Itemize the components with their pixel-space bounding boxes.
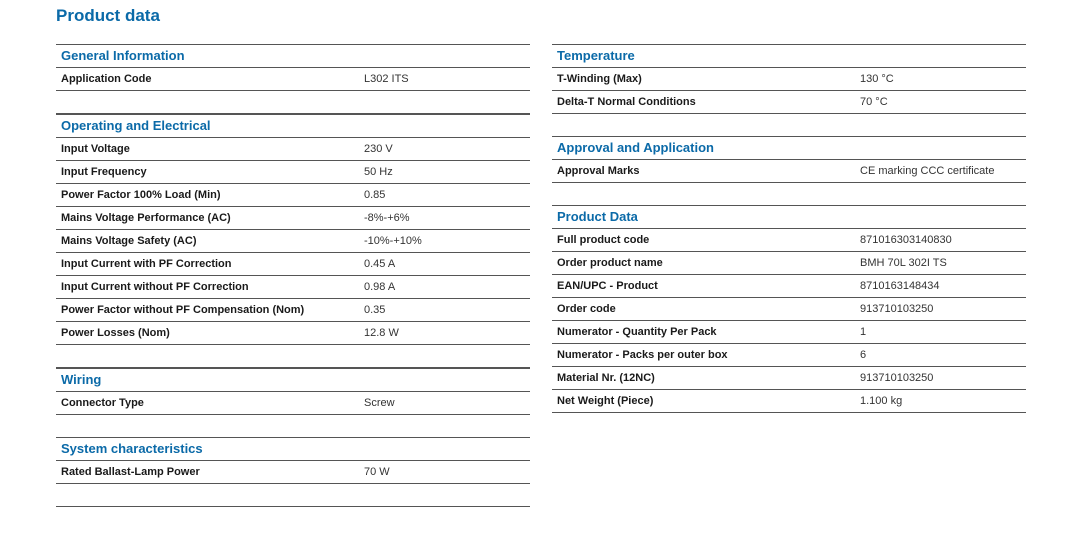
row-label: Approval Marks [557, 165, 640, 177]
row-label: Numerator - Packs per outer box [557, 349, 728, 361]
section-gap [552, 183, 1026, 205]
table-row [56, 392, 530, 415]
section-temperature [552, 44, 1026, 136]
row-value: -8%-+6% [364, 212, 410, 224]
row-value: BMH 70L 302I TS [860, 257, 947, 269]
row-label: Rated Ballast-Lamp Power [61, 466, 200, 478]
table-row [552, 91, 1026, 114]
row-value: 871016303140830 [860, 234, 952, 246]
section-title: System characteristics [56, 438, 530, 461]
empty-row [56, 484, 530, 507]
empty-row [56, 91, 530, 114]
row-label: Power Factor without PF Compensation (Nom) [61, 304, 305, 316]
row-value: 1.100 kg [860, 395, 903, 407]
row-label: Input Voltage [61, 143, 130, 155]
row-value: 70 W [364, 466, 390, 478]
table-row [552, 298, 1026, 321]
row-label: Connector Type [61, 397, 144, 409]
table-row [552, 252, 1026, 275]
section-approval-application [552, 136, 1026, 205]
table-row [56, 138, 530, 161]
row-label: Numerator - Quantity Per Pack [557, 326, 717, 338]
row-value: L302 ITS [364, 73, 409, 85]
row-value: 0.35 [364, 304, 386, 316]
row-value: 6 [860, 349, 867, 361]
table-row [56, 299, 530, 322]
row-value: CE marking CCC certificate [860, 165, 995, 177]
row-value: 0.85 [364, 189, 386, 201]
table-row [552, 229, 1026, 252]
row-value: 8710163148434 [860, 280, 940, 292]
section-title: Operating and Electrical [56, 115, 530, 138]
table-row [552, 160, 1026, 183]
table-row [552, 344, 1026, 367]
row-label: Full product code [557, 234, 650, 246]
right-column [552, 44, 1026, 413]
table-row [552, 275, 1026, 298]
table-row [56, 161, 530, 184]
section-product-data [552, 205, 1026, 413]
row-value: 230 V [364, 143, 393, 155]
section-operating-electrical [56, 114, 530, 368]
row-label: Order code [557, 303, 616, 315]
row-value: Screw [364, 397, 395, 409]
table-row [56, 322, 530, 345]
row-value: 0.45 A [364, 258, 396, 270]
row-value: 12.8 W [364, 327, 399, 339]
section-system-characteristics [56, 437, 530, 507]
table-row [56, 184, 530, 207]
table-row [552, 367, 1026, 390]
row-label: Power Factor 100% Load (Min) [61, 189, 221, 201]
row-label: Input Current without PF Correction [61, 281, 249, 293]
table-row [56, 207, 530, 230]
section-title: Product Data [552, 206, 1026, 229]
table-row [56, 253, 530, 276]
row-label: EAN/UPC - Product [557, 280, 658, 292]
row-value: 70 °C [860, 96, 888, 108]
row-label: Material Nr. (12NC) [557, 372, 655, 384]
table-row [56, 461, 530, 484]
table-row [552, 321, 1026, 344]
row-label: Order product name [557, 257, 663, 269]
table-row [56, 230, 530, 253]
row-value: 913710103250 [860, 303, 934, 315]
row-value: 1 [860, 326, 867, 338]
section-title: General Information [56, 45, 530, 68]
table-row [552, 390, 1026, 413]
section-general-information [56, 44, 530, 114]
empty-row [56, 345, 530, 368]
section-wiring [56, 368, 530, 437]
row-value: 130 °C [860, 73, 894, 85]
row-label: Mains Voltage Safety (AC) [61, 235, 197, 247]
row-label: Input Current with PF Correction [61, 258, 232, 270]
page-title: Product data [56, 6, 160, 25]
row-value: 0.98 A [364, 281, 396, 293]
table-row [552, 68, 1026, 91]
row-value: 913710103250 [860, 372, 934, 384]
section-title: Wiring [56, 369, 530, 392]
section-gap [552, 114, 1026, 136]
row-label: Power Losses (Nom) [61, 327, 170, 339]
row-value: 50 Hz [364, 166, 393, 178]
row-label: T-Winding (Max) [557, 73, 642, 85]
section-gap [56, 415, 530, 437]
row-label: Delta-T Normal Conditions [557, 96, 696, 108]
table-row [56, 276, 530, 299]
row-label: Net Weight (Piece) [557, 395, 654, 407]
section-title: Temperature [552, 45, 1026, 68]
table-row [56, 68, 530, 91]
left-column [56, 44, 530, 507]
row-label: Application Code [61, 73, 152, 85]
row-label: Mains Voltage Performance (AC) [61, 212, 231, 224]
row-label: Input Frequency [61, 166, 147, 178]
row-value: -10%-+10% [364, 235, 422, 247]
section-title: Approval and Application [552, 137, 1026, 160]
